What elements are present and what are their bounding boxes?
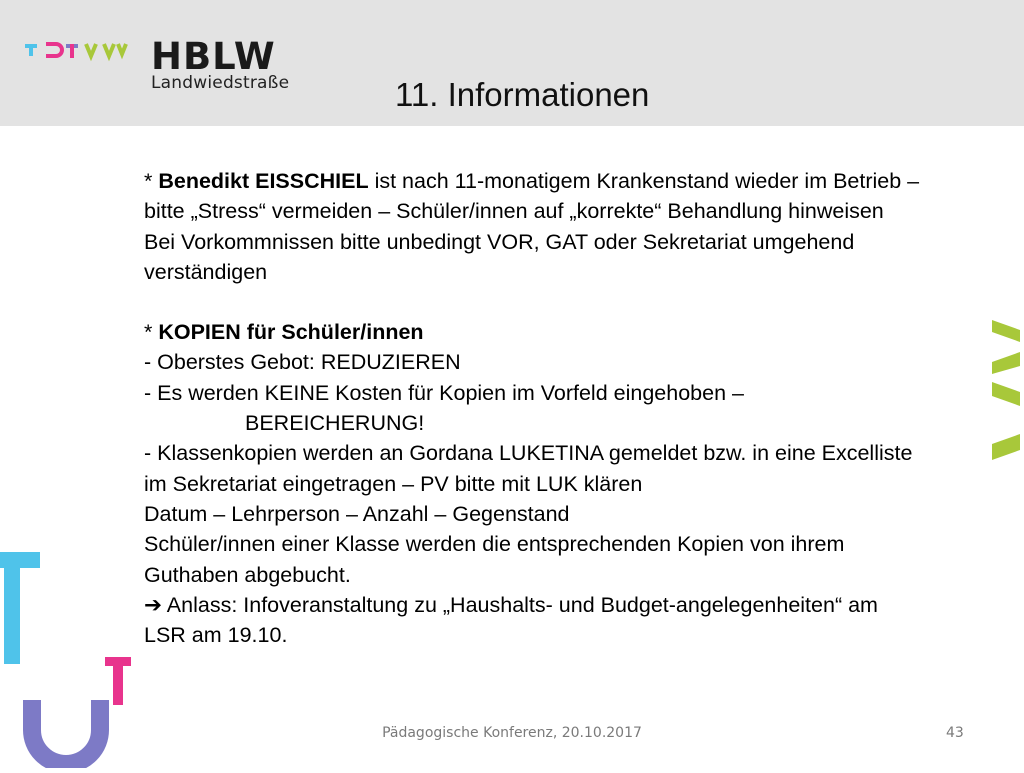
footer-text: Pädagogische Konferenz, 20.10.2017 [382,725,642,741]
kopien-line-kosten: - Es werden KEINE Kosten für Kopien im Vorfeld eingehoben – [144,380,744,405]
anlass-text: Anlass: Infoveranstaltung zu „Haushalts- und Budget-angelegenheiten“ am LSR am 19.10. [144,592,878,648]
slide-content [144,166,924,650]
decorative-shapes-right [984,312,1024,487]
kopien-line-bereicherung: BEREICHERUNG! [245,411,425,436]
bullet: * [144,169,159,193]
spacer [144,287,924,317]
kopien-line-anlass [144,590,924,651]
kopien-heading: KOPIEN für Schüler/innen [158,320,424,345]
incident-note: Bei Vorkommnissen bitte unbedingt VOR, GAT oder Sekretariat umgehend verständigen [144,229,855,284]
eisschiel-text: ist nach 11-monatigem Krankenstand wieder im Betrieb – bitte „Stress“ vermeiden – Schüler/innen auf „korrekte“ Behandlung hinweisen [144,169,920,224]
item-kopien [144,317,924,347]
bullet: * [144,320,159,345]
page-number: 43 [946,725,964,741]
kopien-line-fields: Datum – Lehrperson – Anzahl – Gegenstand [144,501,570,526]
item-eisschiel [144,166,924,227]
kopien-line-klassenkopien: - Klassenkopien werden an Gordana LUKETINA gemeldet bzw. in eine Excelliste im Sekretariat eingetragen – PV bitte mit LUK klären [144,441,913,496]
kopien-line-reduzieren: - Oberstes Gebot: REDUZIEREN [144,350,461,375]
logo-graphic [20,28,280,78]
page-title: 11. Informationen [395,76,650,113]
kopien-line-guthaben: Schüler/innen einer Klasse werden die entsprechenden Kopien von ihrem Guthaben abgebucht. [144,532,845,587]
logo-subtitle: Landwiedstraße [151,73,290,93]
eisschiel-heading: Benedikt EISSCHIEL [158,169,369,193]
arrow-icon: ➔ [144,592,163,617]
svg-text:HBLW: HBLW [151,35,276,78]
